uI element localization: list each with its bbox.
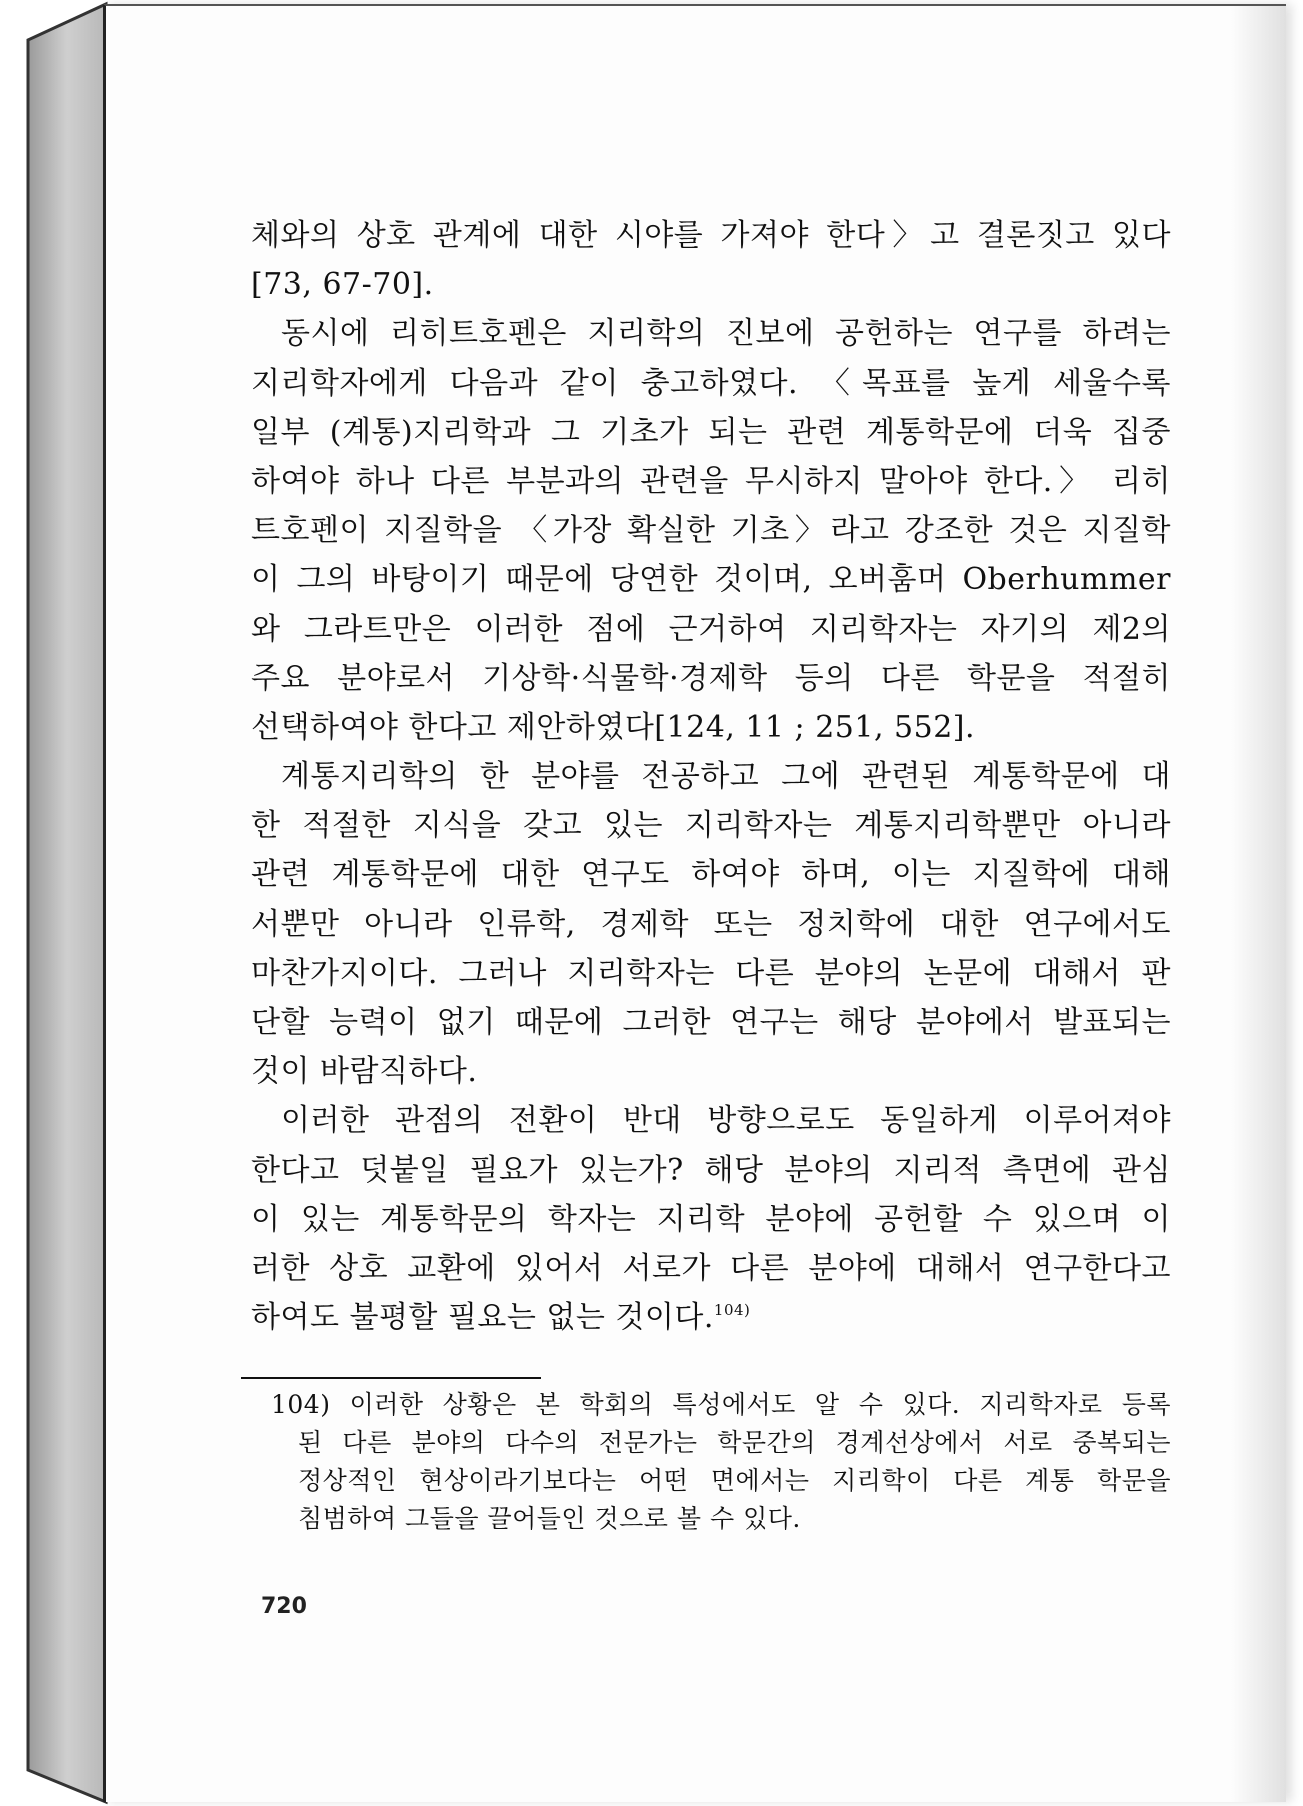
text-line: 이 그의 바탕이기 때문에 당연한 것이며, 오버훔머 Oberhummer <box>251 562 1171 598</box>
text-line: 지리학자에게 다음과 같이 충고하였다. 〈목표를 높게 세울수록 <box>251 365 1171 401</box>
text-line-content: 하여도 불평할 필요는 없는 것이다. <box>251 1300 714 1336</box>
text-line: 것이 바람직하다. <box>251 1054 478 1090</box>
footnote-marker: 104) <box>713 1301 751 1320</box>
text-line: 이러한 관점의 전환이 반대 방향으로도 동일하게 이루어져야 <box>281 1103 1171 1139</box>
text-line: [73, 67-70]. <box>251 267 434 303</box>
text-line: 체와의 상호 관계에 대한 시야를 가져야 한다〉고 결론짓고 있다 <box>251 218 1171 253</box>
page-edge-shadow <box>1231 6 1286 1802</box>
text-line: 선택하여야 한다고 제안하였다[124, 11 ; 251, 552]. <box>251 709 976 745</box>
text-line: 서뿐만 아니라 인류학, 경제학 또는 정치학에 대한 연구에서도 <box>251 906 1171 942</box>
text-line: 러한 상호 교환에 있어서 서로가 다른 분야에 대해서 연구한다고 <box>251 1250 1171 1286</box>
footnote-line: 정상적인 현상이라기보다는 어떤 면에서는 지리학이 다른 계통 학문을 <box>298 1466 1171 1495</box>
book-spine <box>0 0 110 1806</box>
footnote-line: 침범하여 그들을 끌어들인 것으로 볼 수 있다. <box>298 1504 801 1533</box>
text-line: 주요 분야로서 기상학·식물학·경제학 등의 다른 학문을 적절히 <box>251 660 1171 696</box>
footnote-divider <box>241 1377 541 1379</box>
text-line: 일부 (계통)지리학과 그 기초가 되는 관련 계통학문에 더욱 집중 <box>251 414 1171 450</box>
page-number: 720 <box>261 1594 307 1619</box>
text-line: 동시에 리히트호펜은 지리학의 진보에 공헌하는 연구를 하려는 <box>281 316 1171 352</box>
text-line: 마찬가지이다. 그러나 지리학자는 다른 분야의 논문에 대해서 판 <box>251 955 1171 991</box>
text-line: 한다고 덧붙일 필요가 있는가? 해당 분야의 지리적 측면에 관심 <box>251 1152 1171 1188</box>
text-line: 이 있는 계통학문의 학자는 지리학 분야에 공헌할 수 있으며 이 <box>251 1201 1171 1237</box>
footnote-block <box>271 1386 1171 1538</box>
text-line-with-footnote <box>251 1293 1171 1342</box>
body-text <box>251 211 1171 1342</box>
text-line: 트호펜이 지질학을 〈가장 확실한 기초〉라고 강조한 것은 지질학 <box>251 513 1171 549</box>
text-line: 관련 계통학문에 대한 연구도 하여야 하며, 이는 지질학에 대해 <box>251 857 1171 893</box>
footnote-line: 104) 이러한 상황은 본 학회의 특성에서도 알 수 있다. 지리학자로 등록 <box>271 1390 1171 1419</box>
text-line: 한 적절한 지식을 갖고 있는 지리학자는 계통지리학뿐만 아니라 <box>251 808 1171 844</box>
text-line: 단할 능력이 없기 때문에 그러한 연구는 해당 분야에서 발표되는 <box>251 1005 1171 1040</box>
text-line: 하여야 하나 다른 부분과의 관련을 무시하지 말아야 한다.〉 리히 <box>251 463 1171 499</box>
text-line: 계통지리학의 한 분야를 전공하고 그에 관련된 계통학문에 대 <box>281 759 1171 795</box>
text-line: 와 그라트만은 이러한 점에 근거하여 지리학자는 자기의 제2의 <box>251 611 1171 647</box>
page-sheet <box>103 4 1286 1802</box>
footnote-line: 된 다른 분야의 다수의 전문가는 학문간의 경계선상에서 서로 중복되는 <box>298 1428 1171 1457</box>
